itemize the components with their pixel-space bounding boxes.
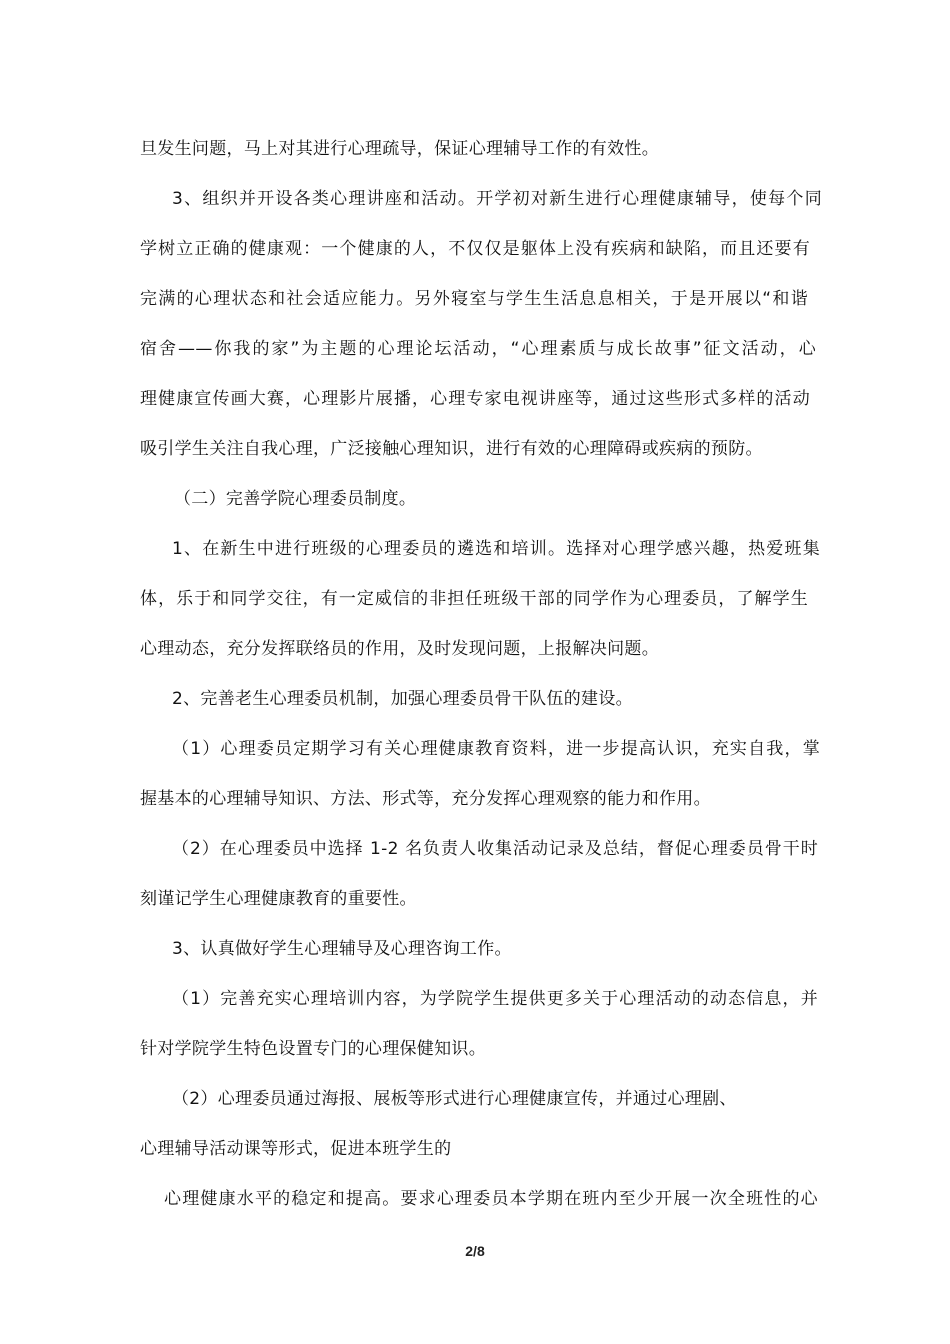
- paragraph-line: （1）心理委员定期学习有关心理健康教育资料，进一步提高认识，充实自我，掌: [172, 739, 820, 759]
- paragraph-line: （1）完善充实心理培训内容，为学院学生提供更多关于心理活动的动态信息，并: [172, 989, 818, 1009]
- paragraph-line: 理健康宣传画大赛，心理影片展播，心理专家电视讲座等，通过这些形式多样的活动: [140, 389, 810, 409]
- page-number: 2/8: [465, 1243, 485, 1259]
- paragraph-line: 心理健康水平的稳定和提高。要求心理委员本学期在班内至少开展一次全班性的心: [164, 1189, 818, 1209]
- paragraph-line: （2）心理委员通过海报、展板等形式进行心理健康宣传，并通过心理剧、: [172, 1089, 737, 1109]
- paragraph-line: 宿舍——你我的家”为主题的心理论坛活动，“心理素质与成长故事”征文活动，心: [140, 339, 816, 359]
- paragraph-line: 心理辅导活动课等形式，促进本班学生的: [140, 1139, 452, 1159]
- paragraph-line: 完满的心理状态和社会适应能力。另外寝室与学生生活息息相关，于是开展以“和谐: [140, 289, 808, 309]
- paragraph-line: 3、组织并开设各类心理讲座和活动。开学初对新生进行心理健康辅导，使每个同: [172, 189, 822, 209]
- section-heading: （二）完善学院心理委员制度。: [174, 489, 417, 509]
- paragraph-line: 学树立正确的健康观：一个健康的人，不仅仅是躯体上没有疾病和缺陷，而且还要有: [140, 239, 810, 259]
- paragraph-line: 吸引学生关注自我心理，广泛接触心理知识，进行有效的心理障碍或疾病的预防。: [140, 439, 763, 459]
- paragraph-line: 心理动态，充分发挥联络员的作用，及时发现问题，上报解决问题。: [140, 639, 659, 659]
- paragraph-line: 握基本的心理辅导知识、方法、形式等，充分发挥心理观察的能力和作用。: [140, 789, 711, 809]
- paragraph-line: 刻谨记学生心理健康教育的重要性。: [140, 889, 417, 909]
- paragraph-line: 旦发生问题，马上对其进行心理疏导，保证心理辅导工作的有效性。: [140, 139, 659, 159]
- paragraph-line: 体，乐于和同学交往，有一定威信的非担任班级干部的同学作为心理委员，了解学生: [140, 589, 808, 609]
- paragraph-line: 1、在新生中进行班级的心理委员的遴选和培训。选择对心理学感兴趣，热爱班集: [172, 539, 820, 559]
- paragraph-line: 针对学院学生特色设置专门的心理保健知识。: [140, 1039, 486, 1059]
- paragraph-line: （2）在心理委员中选择 1-2 名负责人收集活动记录及总结，督促心理委员骨干时: [172, 839, 818, 859]
- paragraph-line: 3、认真做好学生心理辅导及心理咨询工作。: [172, 939, 512, 959]
- paragraph-line: 2、完善老生心理委员机制，加强心理委员骨干队伍的建设。: [172, 689, 633, 709]
